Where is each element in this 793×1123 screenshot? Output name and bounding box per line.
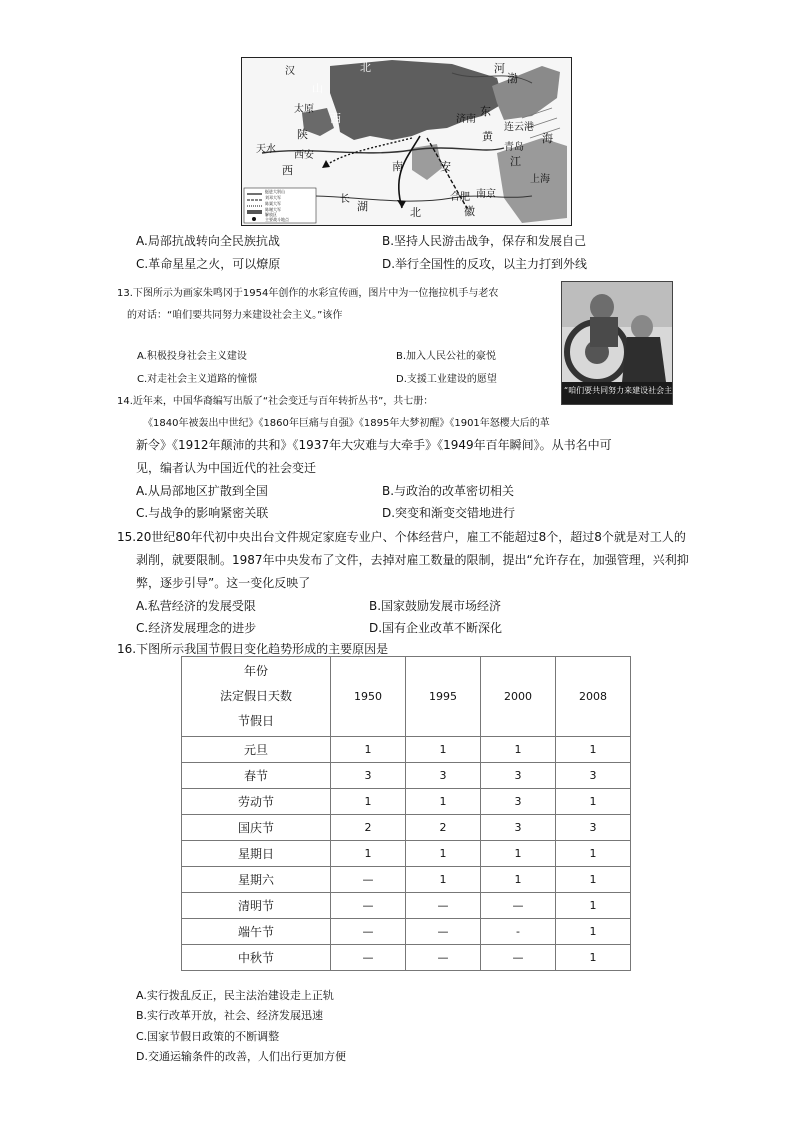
- table-row: [182, 841, 631, 867]
- header-days-label: 法定假日天数: [219, 689, 292, 703]
- table-row: [182, 945, 631, 971]
- table-row: [182, 867, 631, 893]
- table-row: [182, 919, 631, 945]
- q12-option-b[interactable]: B.坚持人民游击战争，保存和发展自己: [382, 234, 587, 248]
- war-map-image: [241, 57, 572, 226]
- q15-option-b[interactable]: B.国家鼓励发展市场经济: [369, 599, 502, 613]
- year-header: 2000: [481, 657, 556, 737]
- table-row: [182, 815, 631, 841]
- table-cell: —: [406, 893, 481, 919]
- q12-option-c[interactable]: C.革命星星之火，可以燎原: [136, 257, 281, 271]
- map-legend-item: 主要战斗地点: [265, 217, 289, 222]
- q16-option-d[interactable]: D.交通运输条件的改善，人们出行更加方便: [136, 1050, 346, 1063]
- q12-option-a[interactable]: A.局部抗战转向全民族抗战: [136, 234, 280, 248]
- map-label: 徽: [464, 205, 475, 218]
- map-label: 天水: [256, 144, 276, 155]
- table-cell: 1: [556, 789, 631, 815]
- table-row: [182, 789, 631, 815]
- map-label: 东: [480, 105, 491, 118]
- table-cell: 3: [556, 763, 631, 789]
- table-cell: 1: [556, 867, 631, 893]
- table-cell: —: [331, 945, 406, 971]
- table-cell: 1: [331, 789, 406, 815]
- map-legend-item: 挺进大别山: [265, 189, 285, 194]
- table-cell: 1: [556, 919, 631, 945]
- q13-option-d[interactable]: D.支援工业建设的愿望: [396, 374, 497, 385]
- q13-option-a[interactable]: A.积极投身社会主义建设: [137, 351, 247, 362]
- holiday-name: 劳动节: [182, 789, 331, 815]
- q16-option-c[interactable]: C.国家节假日政策的不断调整: [136, 1030, 280, 1043]
- table-cell: 3: [331, 763, 406, 789]
- table-cell: 1: [481, 737, 556, 763]
- map-label: 青岛: [504, 142, 524, 153]
- holiday-table: [181, 656, 631, 971]
- table-cell: 3: [481, 763, 556, 789]
- q15-stem-line2: 剥削，就要限制。1987年中央发布了文件，去掉对雇工数量的限制，提出“允许存在，加强管理，兴利抑: [136, 553, 689, 567]
- map-label: 西安: [294, 150, 314, 161]
- q14-option-c[interactable]: C.与战争的影响紧密关联: [136, 506, 269, 520]
- map-label: 湖: [357, 200, 368, 213]
- table-cell: —: [331, 919, 406, 945]
- map-legend-item: 陈谢大军: [265, 207, 281, 212]
- map-label: 连云港: [504, 122, 534, 133]
- year-header: 1950: [331, 657, 406, 737]
- q16-option-b[interactable]: B.实行改革开放，社会、经济发展迅速: [136, 1009, 324, 1022]
- table-cell: 1: [406, 867, 481, 893]
- table-cell: —: [406, 945, 481, 971]
- q14-option-a[interactable]: A.从局部地区扩散到全国: [136, 484, 268, 498]
- map-label: 西: [282, 164, 293, 177]
- q14-stem-line1: 14.近年来，中国华裔编写出版了“社会变迁与百年转折丛书”，共七册：: [117, 396, 434, 407]
- q14-stem-line4: 见，编者认为中国近代的社会变迁: [136, 461, 317, 475]
- map-label: 汉: [285, 66, 295, 77]
- map-label: 海: [542, 132, 553, 145]
- table-cell: —: [331, 893, 406, 919]
- map-label: 济南: [456, 114, 476, 125]
- holiday-name: 星期日: [182, 841, 331, 867]
- table-cell: -: [481, 919, 556, 945]
- table-cell: 3: [481, 815, 556, 841]
- q15-option-c[interactable]: C.经济发展理念的进步: [136, 621, 257, 635]
- map-label: 西: [330, 112, 341, 125]
- poster-caption: “咱们要共同努力来建设社会主义”: [564, 386, 685, 395]
- map-label: 南京: [476, 189, 496, 200]
- map-legend-item: 解放区: [265, 212, 277, 217]
- table-cell: —: [481, 893, 556, 919]
- header-year-label: 年份: [243, 664, 268, 678]
- q15-option-a[interactable]: A.私营经济的发展受限: [136, 599, 256, 613]
- map-legend-item: 陈粟大军: [265, 201, 281, 206]
- table-cell: 2: [406, 815, 481, 841]
- propaganda-poster-image: [561, 281, 685, 405]
- map-label: 北: [360, 61, 371, 74]
- q13-option-b[interactable]: B.加入人民公社的豪悦: [396, 351, 497, 362]
- table-cell: 3: [556, 815, 631, 841]
- q15-stem-line3: 弊，逐步引导”。这一变化反映了: [136, 576, 311, 590]
- q14-stem-line2: 《1840年被轰出中世纪》《1860年巨痛与自强》《1895年大梦初醒》《1901年怒樱大后的革: [143, 418, 550, 429]
- q14-stem-line3: 新令》《1912年颠沛的共和》《1937年大灾难与大牵手》《1949年百年瞬间》。从书名中可: [136, 438, 612, 452]
- q13-stem-line1: 13.下图所示为画家朱鸣冈于1954年创作的水彩宣传画，图片中为一位拖拉机手与老农: [117, 288, 499, 299]
- table-row: [182, 737, 631, 763]
- table-cell: 3: [406, 763, 481, 789]
- holiday-name: 元旦: [182, 737, 331, 763]
- table-row: [182, 763, 631, 789]
- map-label: 合肥: [450, 192, 470, 203]
- q14-option-b[interactable]: B.与政治的改革密切相关: [382, 484, 515, 498]
- q13-option-c[interactable]: C.对走社会主义道路的憧憬: [137, 374, 258, 385]
- table-cell: 1: [406, 737, 481, 763]
- map-label: 长: [340, 194, 350, 205]
- table-cell: 1: [556, 945, 631, 971]
- table-cell: —: [481, 945, 556, 971]
- q15-option-d[interactable]: D.国有企业改革不断深化: [369, 621, 503, 635]
- table-header-corner: [182, 657, 331, 737]
- table-cell: 1: [556, 893, 631, 919]
- holiday-name: 中秋节: [182, 945, 331, 971]
- map-label: 黄: [482, 130, 493, 143]
- table-cell: 1: [331, 737, 406, 763]
- q14-option-d[interactable]: D.突变和渐变交错地进行: [382, 506, 516, 520]
- holiday-name: 春节: [182, 763, 331, 789]
- table-cell: 1: [331, 841, 406, 867]
- holiday-name: 国庆节: [182, 815, 331, 841]
- map-label: 陕: [297, 128, 308, 141]
- table-cell: 1: [556, 737, 631, 763]
- table-cell: —: [406, 919, 481, 945]
- table-cell: 1: [556, 841, 631, 867]
- map-label: 河: [494, 62, 505, 75]
- q13-stem-line2: 的对话：“咱们要共同努力来建设社会主义。”该作: [127, 310, 343, 321]
- table-cell: —: [331, 867, 406, 893]
- table-row: [182, 893, 631, 919]
- table-cell: 3: [481, 789, 556, 815]
- table-header-row: [182, 657, 631, 737]
- q15-stem-line1: 15.20世纪80年代初中央出台文件规定家庭专业户、个体经营户，雇工不能超过8个，超过8个就是对工人的: [117, 530, 686, 544]
- map-label: 安: [440, 160, 451, 173]
- table-cell: 1: [406, 789, 481, 815]
- map-label: 上海: [530, 174, 550, 185]
- map-label: 山: [312, 82, 323, 95]
- holiday-name: 清明节: [182, 893, 331, 919]
- q16-stem: 16.下图所示我国节假日变化趋势形成的主要原因是: [117, 642, 389, 656]
- table-cell: 2: [331, 815, 406, 841]
- holiday-name: 端午节: [182, 919, 331, 945]
- year-header: 2008: [556, 657, 631, 737]
- year-header: 1995: [406, 657, 481, 737]
- map-legend-item: 刘邓大军: [265, 195, 281, 200]
- q16-option-a[interactable]: A.实行拨乱反正，民主法治建设走上正轨: [136, 989, 334, 1002]
- table-cell: 1: [481, 867, 556, 893]
- header-holiday-label: 节假日: [237, 714, 274, 728]
- map-label: 渤: [507, 72, 518, 85]
- map-label: 南: [392, 160, 403, 173]
- map-label: 太原: [294, 104, 314, 115]
- map-label: 北: [410, 206, 421, 219]
- table-cell: 1: [406, 841, 481, 867]
- map-label: 江: [510, 155, 521, 168]
- q12-option-d[interactable]: D.举行全国性的反攻，以主力打到外线: [382, 257, 588, 271]
- table-cell: 1: [481, 841, 556, 867]
- holiday-name: 星期六: [182, 867, 331, 893]
